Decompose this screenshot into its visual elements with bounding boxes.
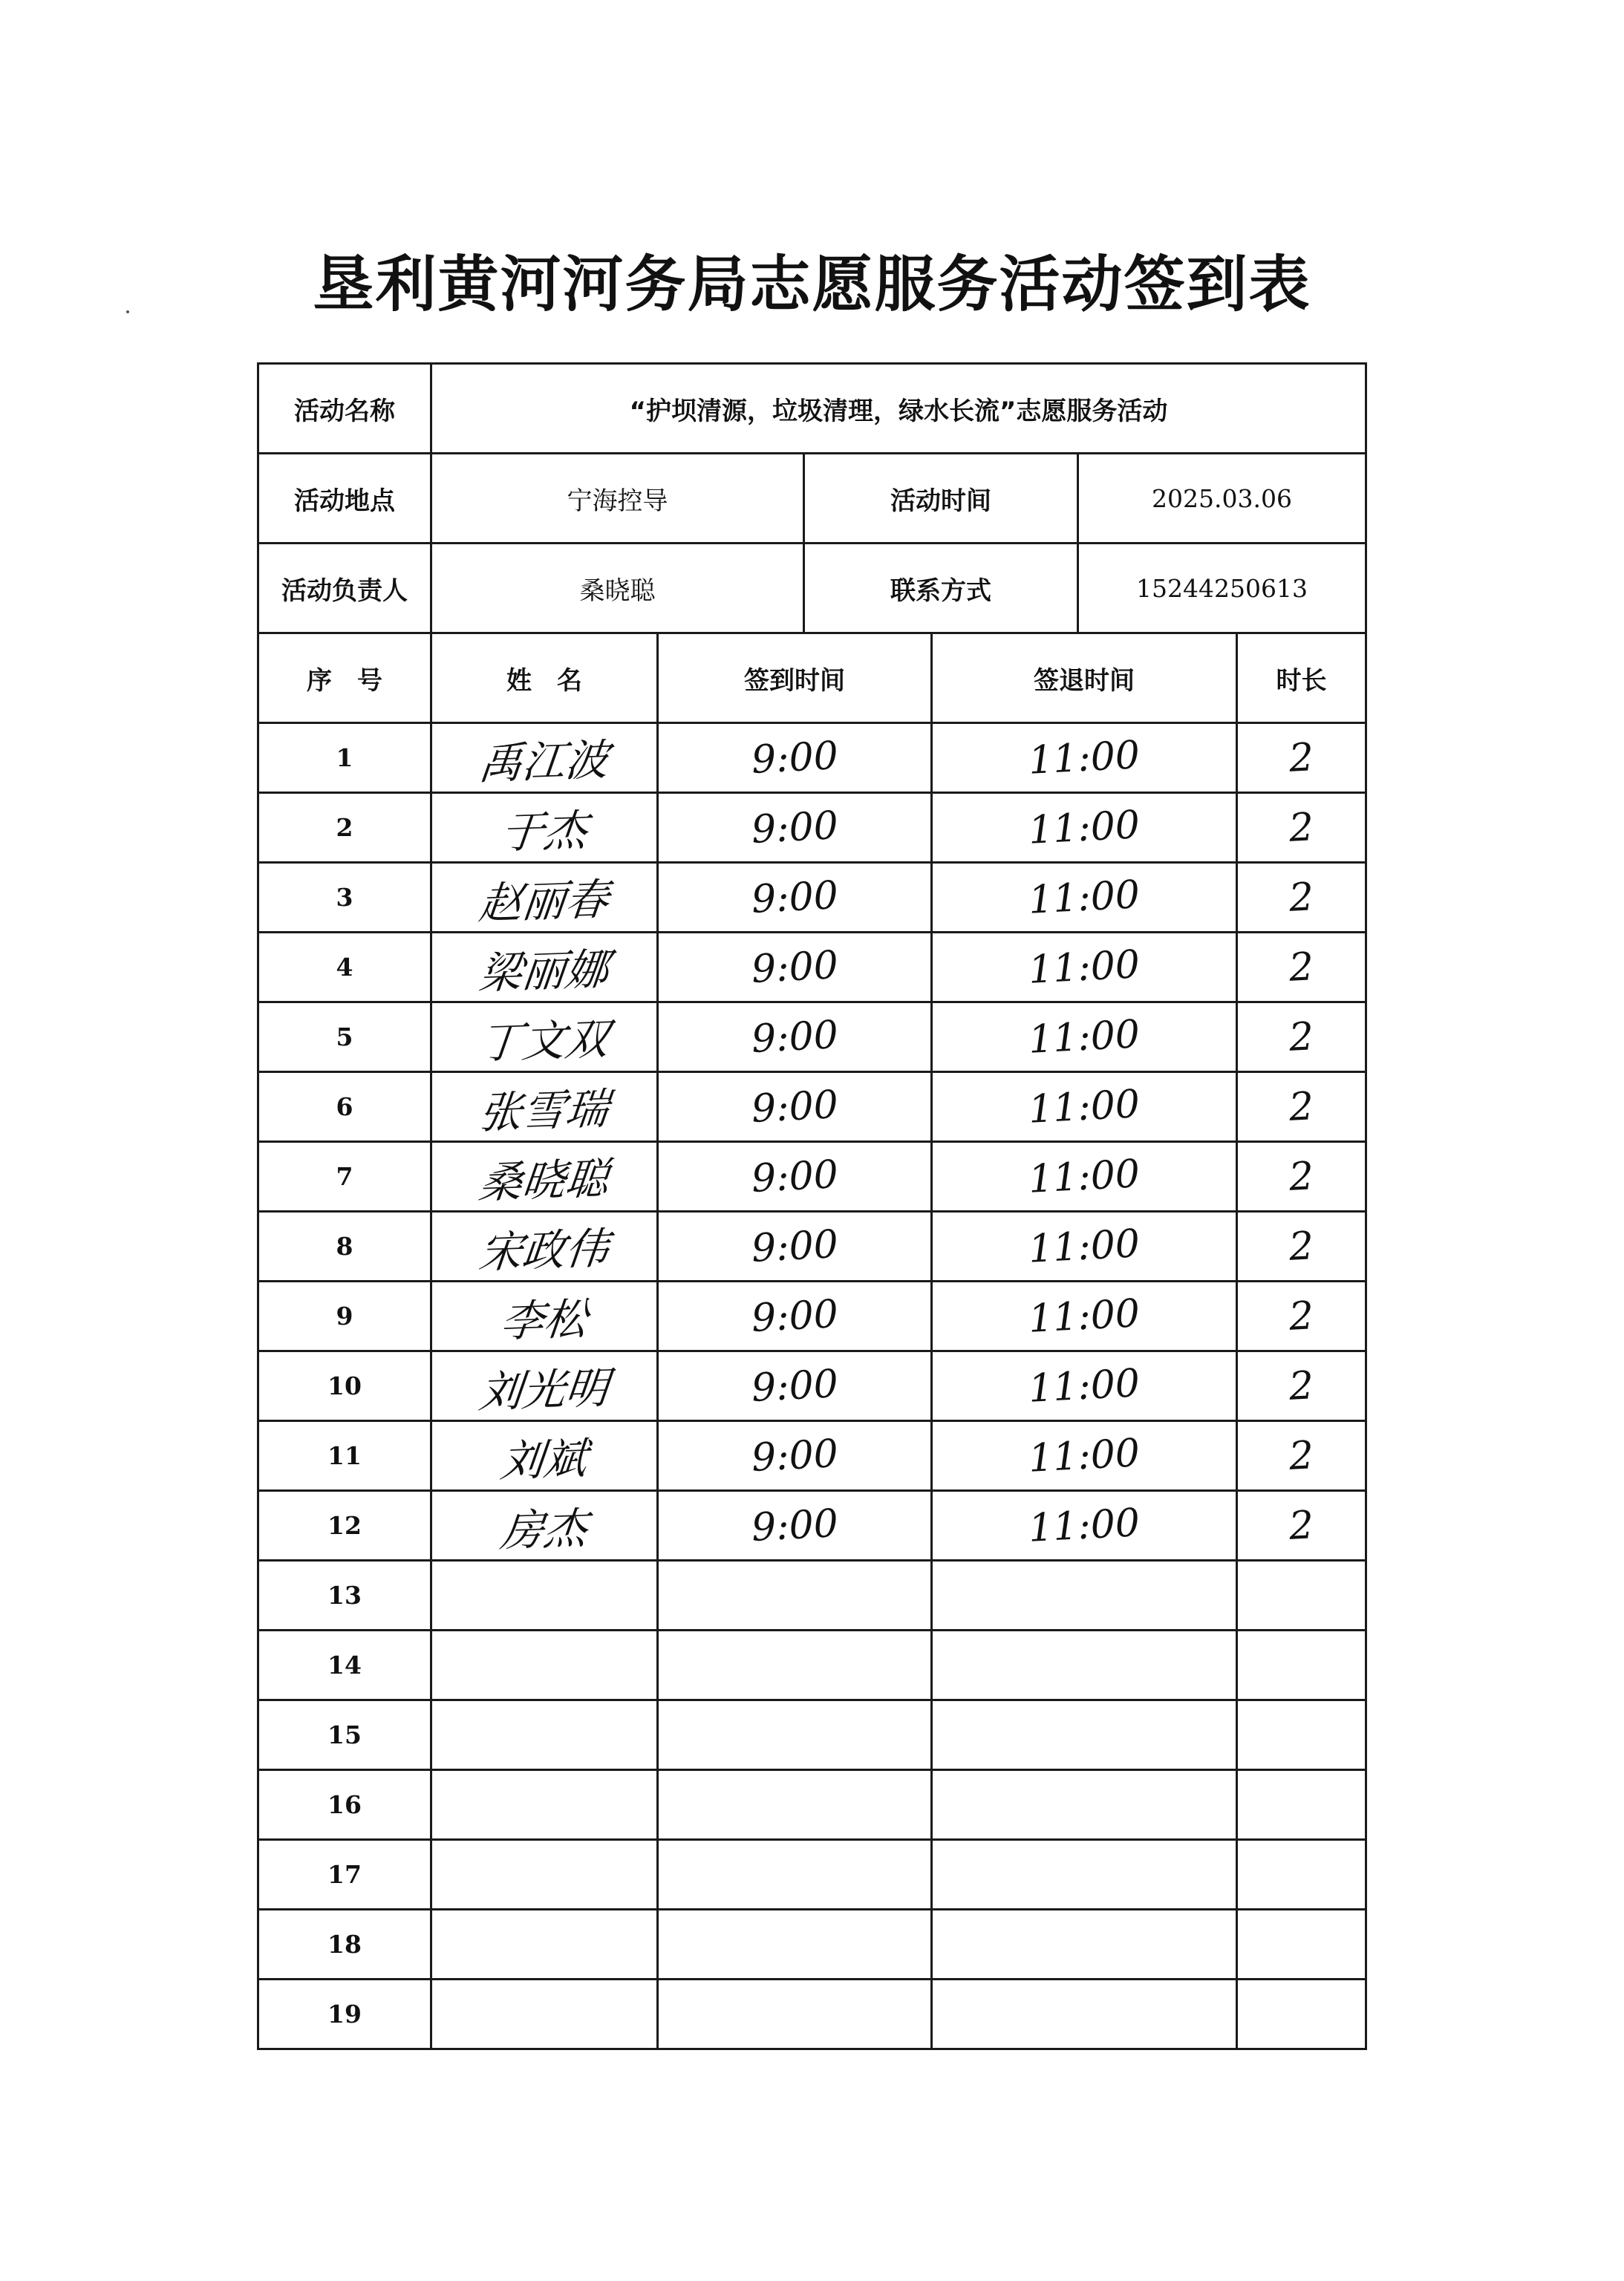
row-seq-cell — [258, 1212, 431, 1282]
row-checkin-cell — [658, 1351, 932, 1421]
row-seq-cell — [258, 1770, 431, 1840]
activity-name-value: “护坝清源，垃圾清理，绿水长流”志愿服务活动 — [431, 364, 1366, 454]
leader-value: 桑晓聪 — [431, 544, 804, 633]
table-row — [258, 1142, 1366, 1212]
row-duration: 2 — [1288, 944, 1315, 991]
row-seq: 14 — [327, 1651, 362, 1680]
row-name-cell — [431, 1282, 658, 1351]
row-seq-cell — [258, 1142, 431, 1212]
row-checkin-cell — [658, 1002, 932, 1072]
row-checkin: 9:00 — [750, 1501, 839, 1550]
row-name: 房杰 — [498, 1502, 590, 1556]
row-duration-cell — [1237, 1421, 1366, 1491]
table-row — [258, 1421, 1366, 1491]
row-checkin-cell — [658, 1980, 932, 2049]
row-checkout-cell — [932, 1072, 1237, 1142]
row-checkin-cell — [658, 1631, 932, 1700]
row-name: 宋政伟 — [476, 1222, 612, 1278]
time-value: 2025.03.06 — [1078, 454, 1366, 544]
row-duration: 2 — [1288, 1502, 1315, 1549]
row-checkin-cell — [658, 933, 932, 1002]
row-seq-cell — [258, 1072, 431, 1142]
row-checkin: 9:00 — [750, 1291, 839, 1341]
row-duration: 2 — [1288, 1293, 1315, 1339]
row-name: 刘斌 — [498, 1432, 590, 1487]
row-seq-cell — [258, 1631, 431, 1700]
row-seq: 13 — [327, 1581, 362, 1610]
row-seq: 9 — [336, 1302, 353, 1331]
row-name-cell — [431, 1002, 658, 1072]
table-row — [258, 1491, 1366, 1561]
row-checkout: 11:00 — [1027, 1360, 1141, 1412]
row-checkin-cell — [658, 1910, 932, 1980]
row-checkout: 11:00 — [1027, 872, 1141, 923]
table-row — [258, 1840, 1366, 1910]
row-name-cell — [431, 1212, 658, 1282]
row-name-cell — [431, 1561, 658, 1631]
row-duration-cell — [1237, 1212, 1366, 1282]
row-name-cell — [431, 1351, 658, 1421]
row-duration: 2 — [1288, 1363, 1315, 1409]
row-checkout-cell — [932, 1421, 1237, 1491]
row-checkin-cell — [658, 1770, 932, 1840]
row-checkout-cell — [932, 793, 1237, 863]
row-name: 禹江波 — [476, 734, 612, 789]
row-duration: 2 — [1288, 1153, 1315, 1200]
row-name-cell — [431, 933, 658, 1002]
table-row — [258, 1770, 1366, 1840]
row-seq: 1 — [336, 743, 353, 772]
row-seq-cell — [258, 863, 431, 933]
row-checkout: 11:00 — [1027, 1151, 1141, 1202]
row-checkin-cell — [658, 1421, 932, 1491]
row-seq-cell — [258, 1421, 431, 1491]
row-checkin: 9:00 — [750, 942, 839, 992]
table-row — [258, 1910, 1366, 1980]
sign-in-table — [257, 362, 1367, 2050]
row-duration-cell — [1237, 1351, 1366, 1421]
row-seq: 17 — [327, 1860, 362, 1889]
col-duration-header: 时长 — [1237, 633, 1366, 723]
row-seq: 3 — [336, 883, 353, 912]
col-checkin-header: 签到时间 — [658, 633, 932, 723]
location-label: 活动地点 — [258, 454, 431, 544]
row-duration: 2 — [1288, 1083, 1315, 1130]
row-checkout-cell — [932, 1840, 1237, 1910]
row-name: 刘光明 — [476, 1362, 612, 1417]
row-seq-cell — [258, 1910, 431, 1980]
row-name-cell — [431, 1840, 658, 1910]
row-seq: 18 — [327, 1930, 362, 1959]
row-duration: 2 — [1288, 1223, 1315, 1270]
activity-name-label: 活动名称 — [258, 364, 431, 454]
row-name: 于杰 — [498, 804, 590, 858]
location-value: 宁海控导 — [431, 454, 804, 544]
row-name-cell — [431, 1631, 658, 1700]
row-seq: 5 — [336, 1022, 353, 1051]
row-checkin: 9:00 — [750, 1361, 839, 1411]
row-seq-cell — [258, 1561, 431, 1631]
row-duration-cell — [1237, 1561, 1366, 1631]
row-duration-cell — [1237, 863, 1366, 933]
row-seq-cell — [258, 1840, 431, 1910]
row-name-cell — [431, 863, 658, 933]
row-seq-cell — [258, 1700, 431, 1770]
table-row — [258, 1631, 1366, 1700]
column-header-row — [258, 633, 1366, 723]
row-duration-cell — [1237, 723, 1366, 793]
row-checkout-cell — [932, 1142, 1237, 1212]
row-name: 李松 — [498, 1293, 590, 1347]
row-name-cell — [431, 723, 658, 793]
row-seq: 16 — [327, 1790, 362, 1819]
row-seq: 6 — [336, 1092, 353, 1121]
row-name-cell — [431, 1491, 658, 1561]
row-checkin: 9:00 — [750, 1221, 839, 1271]
row-duration: 2 — [1288, 874, 1315, 921]
row-checkin: 9:00 — [750, 1012, 839, 1062]
col-checkout-header: 签退时间 — [932, 633, 1237, 723]
row-checkin: 9:00 — [750, 872, 839, 922]
contact-value: 15244250613 — [1078, 544, 1366, 633]
row-seq: 2 — [336, 813, 353, 842]
table-row — [258, 863, 1366, 933]
row-duration: 2 — [1288, 804, 1315, 851]
row-seq-cell — [258, 933, 431, 1002]
row-duration-cell — [1237, 1840, 1366, 1910]
row-duration-cell — [1237, 1072, 1366, 1142]
row-seq: 12 — [327, 1511, 362, 1540]
row-checkout-cell — [932, 1491, 1237, 1561]
table-row — [258, 1980, 1366, 2049]
row-duration-cell — [1237, 1980, 1366, 2049]
row-name-cell — [431, 793, 658, 863]
row-checkout-cell — [932, 1351, 1237, 1421]
table-row — [258, 1700, 1366, 1770]
table-row — [258, 1282, 1366, 1351]
row-checkout: 11:00 — [1027, 942, 1141, 993]
row-name-cell — [431, 1770, 658, 1840]
row-checkout-cell — [932, 1700, 1237, 1770]
row-checkout: 11:00 — [1027, 1011, 1141, 1063]
row-checkout: 11:00 — [1027, 1290, 1141, 1342]
row-checkin-cell — [658, 863, 932, 933]
row-duration-cell — [1237, 1002, 1366, 1072]
activity-name-row — [258, 364, 1366, 454]
row-seq: 8 — [336, 1232, 353, 1261]
time-label: 活动时间 — [804, 454, 1078, 544]
row-seq-cell — [258, 793, 431, 863]
row-name: 桑晓聪 — [476, 1152, 612, 1208]
row-checkout: 11:00 — [1027, 802, 1141, 853]
row-seq: 4 — [336, 953, 353, 982]
contact-label: 联系方式 — [804, 544, 1078, 633]
col-seq-header: 序 号 — [258, 633, 431, 723]
row-checkin-cell — [658, 1142, 932, 1212]
row-checkout-cell — [932, 1282, 1237, 1351]
row-checkout-cell — [932, 1770, 1237, 1840]
row-checkout-cell — [932, 1002, 1237, 1072]
row-checkout-cell — [932, 723, 1237, 793]
row-seq-cell — [258, 1980, 431, 2049]
row-checkin: 9:00 — [750, 1152, 839, 1201]
row-checkin-cell — [658, 1491, 932, 1561]
row-checkin-cell — [658, 1212, 932, 1282]
row-duration-cell — [1237, 1910, 1366, 1980]
row-duration-cell — [1237, 1142, 1366, 1212]
row-name: 赵丽春 — [476, 873, 612, 929]
row-duration-cell — [1237, 1491, 1366, 1561]
row-checkin-cell — [658, 1282, 932, 1351]
row-name-cell — [431, 1421, 658, 1491]
row-checkin: 9:00 — [750, 1431, 839, 1481]
row-seq-cell — [258, 1351, 431, 1421]
row-seq: 15 — [327, 1720, 362, 1749]
row-checkout: 11:00 — [1027, 1081, 1141, 1132]
row-checkin: 9:00 — [750, 803, 839, 852]
row-checkout: 11:00 — [1027, 732, 1141, 783]
leader-label: 活动负责人 — [258, 544, 431, 633]
row-seq-cell — [258, 1002, 431, 1072]
row-seq: 10 — [327, 1371, 362, 1400]
table-row — [258, 1002, 1366, 1072]
table-row — [258, 1561, 1366, 1631]
row-duration: 2 — [1288, 734, 1315, 781]
row-checkout-cell — [932, 1980, 1237, 2049]
row-duration: 2 — [1288, 1432, 1315, 1479]
row-checkout-cell — [932, 1631, 1237, 1700]
row-checkin-cell — [658, 723, 932, 793]
row-duration-cell — [1237, 1700, 1366, 1770]
row-seq: 19 — [327, 2000, 362, 2029]
row-checkin-cell — [658, 1700, 932, 1770]
row-checkout-cell — [932, 1212, 1237, 1282]
page-title: 垦利黄河河务局志愿服务活动签到表 — [313, 249, 1311, 320]
row-seq-cell — [258, 1491, 431, 1561]
row-checkout: 11:00 — [1027, 1430, 1141, 1481]
table-row — [258, 1212, 1366, 1282]
row-checkout-cell — [932, 1561, 1237, 1631]
leader-contact-row — [258, 544, 1366, 633]
row-seq: 11 — [327, 1441, 362, 1470]
table-row — [258, 933, 1366, 1002]
table-row — [258, 793, 1366, 863]
row-checkin-cell — [658, 1840, 932, 1910]
row-checkout: 11:00 — [1027, 1221, 1141, 1272]
row-name-cell — [431, 1700, 658, 1770]
row-checkin: 9:00 — [750, 1082, 839, 1132]
row-name-cell — [431, 1072, 658, 1142]
row-name: 梁丽娜 — [476, 943, 612, 999]
row-duration-cell — [1237, 793, 1366, 863]
row-name: 张雪瑞 — [476, 1083, 612, 1138]
row-checkout-cell — [932, 863, 1237, 933]
row-checkin-cell — [658, 793, 932, 863]
row-name-cell — [431, 1980, 658, 2049]
col-name-header: 姓 名 — [431, 633, 658, 723]
row-checkout-cell — [932, 1910, 1237, 1980]
table-row — [258, 723, 1366, 793]
row-name-cell — [431, 1142, 658, 1212]
row-checkout-cell — [932, 933, 1237, 1002]
table-row — [258, 1351, 1366, 1421]
row-checkin-cell — [658, 1561, 932, 1631]
row-duration-cell — [1237, 1770, 1366, 1840]
row-duration-cell — [1237, 1282, 1366, 1351]
table-row — [258, 1072, 1366, 1142]
row-duration-cell — [1237, 933, 1366, 1002]
row-checkin: 9:00 — [750, 733, 839, 783]
row-checkin-cell — [658, 1072, 932, 1142]
row-seq-cell — [258, 723, 431, 793]
row-name: 丁文双 — [476, 1013, 612, 1068]
row-duration: 2 — [1288, 1014, 1315, 1060]
row-seq-cell — [258, 1282, 431, 1351]
row-name-cell — [431, 1910, 658, 1980]
row-duration-cell — [1237, 1631, 1366, 1700]
row-checkout: 11:00 — [1027, 1500, 1141, 1551]
location-time-row — [258, 454, 1366, 544]
row-seq: 7 — [336, 1162, 353, 1191]
